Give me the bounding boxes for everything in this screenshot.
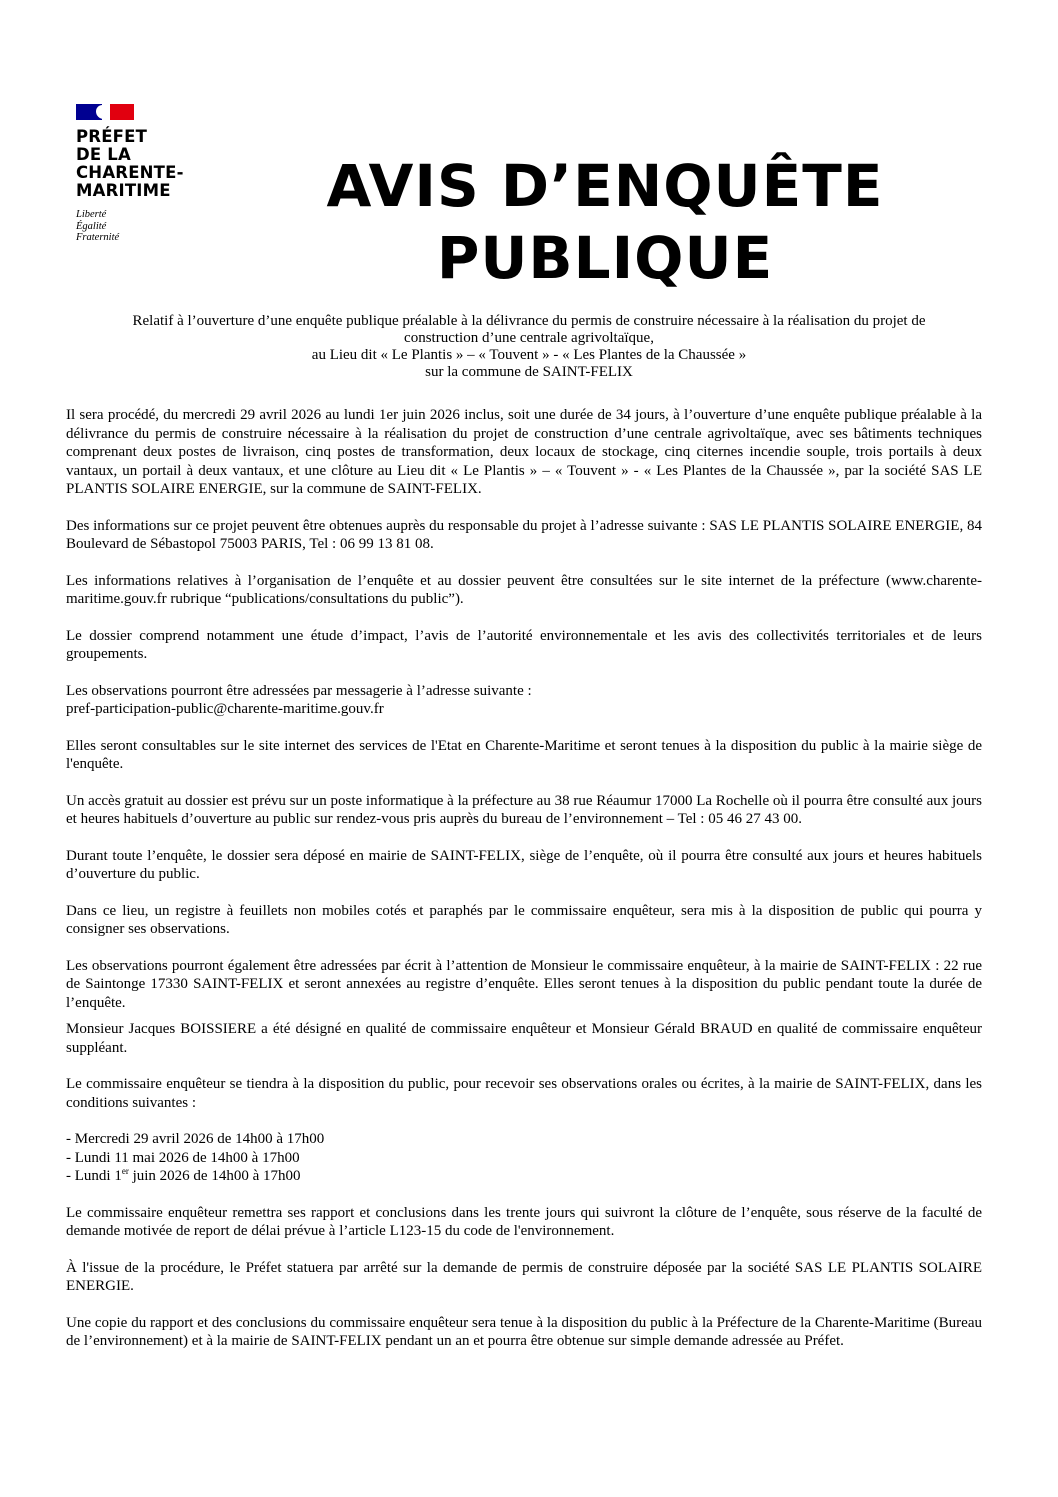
paragraph-report-copy: Une copie du rapport et des conclusions du commissaire enquêteur sera tenue à la disposition du public à la Préfecture de la Charente-Maritime (Bureau de l’environnement) et à la mairie de SAINT-FELIX pendant un an et pourra être obtenue sur simple demande adressée au Préfet.	[66, 1314, 982, 1349]
paragraph-inquiry-dates: Il sera procédé, du mercredi 29 avril 2026 au lundi 1er juin 2026 inclus, soit une durée de 34 jours, à l’ouverture d’une enquête publique préalable à la délivrance du permis de construire nécessaire à la réalisation du projet de construction d’une centrale agrivoltaïque, avec ses bâtiments techniques comprenant deux postes de livraison, cinq postes de transformation, deux locaux de stockage, cinq citernes incendie souple, trois portails à deux vantaux, un portail à deux vantaux, et une clôture au Lieu dit « Le Plantis » – « Touvent » - « Les Plantes de la Chaussée », par la société SAS LE PLANTIS SOLAIRE ENERGIE, sur la commune de SAINT-FELIX.	[66, 407, 982, 497]
paragraph-report: Le commissaire enquêteur remettra ses rapport et conclusions dans les trente jours qui suivront la clôture de l’enquête, sous réserve de la faculté de demande motivée de report de délai prévue à l’article L123-15 du code de l'environnement.	[66, 1204, 982, 1239]
prefecture-name-line: DE LA	[76, 145, 131, 164]
ordinal-superscript: er	[121, 1166, 129, 1176]
motto-line: Liberté	[76, 209, 107, 220]
email-intro: Les observations pourront être adressées par messagerie à l’adresse suivante :	[66, 682, 532, 699]
schedule-list	[66, 1130, 982, 1186]
prefecture-name-line: CHARENTE-	[76, 163, 184, 182]
marianne-icon	[96, 105, 110, 119]
subtitle-line: au Lieu dit « Le Plantis » – « Touvent » - « Les Plantes de la Chaussée »	[311, 347, 747, 363]
subtitle-line: construction d’une centrale agrivoltaïque,	[404, 330, 654, 346]
paragraph-commissioner: Monsieur Jacques BOISSIERE a été désigné en qualité de commissaire enquêteur et Monsieur Gérald BRAUD en qualité de commissaire enquêteur suppléant.	[66, 1021, 982, 1056]
email-address-link[interactable]: pref-participation-public@charente-maritime.gouv.fr	[66, 701, 384, 717]
title-line: PUBLIQUE	[436, 224, 774, 292]
paragraph-availability: Le commissaire enquêteur se tiendra à la disposition du public, pour recevoir ses observations orales ou écrites, à la mairie de SAINT-FELIX, dans les conditions suivantes :	[66, 1076, 982, 1111]
paragraph-town-hall-dossier: Durant toute l’enquête, le dossier sera déposé en mairie de SAINT-FELIX, siège de l’enquête, où il pourra être consulté aux jours et heures habituels d’ouverture du public.	[66, 847, 982, 882]
paragraph-website-info: Les informations relatives à l’organisation de l’enquête et au dossier peuvent être consultées sur le site internet de la préfecture (www.charente-maritime.gouv.fr rubrique “publications/consultations du public”).	[66, 572, 982, 607]
prefecture-logo	[76, 104, 236, 244]
republic-motto	[76, 209, 236, 244]
motto-line: Fraternité	[76, 232, 120, 243]
title-line: AVIS D’ENQUÊTE	[326, 152, 884, 220]
prefecture-name	[76, 128, 236, 200]
schedule-item	[66, 1167, 982, 1186]
schedule-item-text: juin 2026 de 14h00 à 17h00	[128, 1168, 301, 1184]
motto-line: Égalité	[76, 220, 107, 232]
paragraph-register: Dans ce lieu, un registre à feuillets non mobiles cotés et paraphés par le commissaire enquêteur, sera mis à la disposition de public qui pourra y consigner ses observations.	[66, 902, 982, 937]
notice-subtitle	[66, 313, 992, 381]
schedule-item: - Lundi 11 mai 2026 de 14h00 à 17h00	[66, 1149, 300, 1166]
paragraph-consultation: Elles seront consultables sur le site internet des services de l'Etat en Charente-Maritime et seront tenues à la disposition du public à la mairie siège de l'enquête.	[66, 737, 982, 772]
schedule-item: - Mercredi 29 avril 2026 de 14h00 à 17h00	[66, 1131, 325, 1147]
schedule-item-text: - Lundi 1	[66, 1168, 122, 1184]
paragraph-decision: À l'issue de la procédure, le Préfet statuera par arrêté sur la demande de permis de construire déposée par la société SAS LE PLANTIS SOLAIRE ENERGIE.	[66, 1259, 982, 1294]
republic-flag-icon	[76, 104, 134, 120]
subtitle-line: sur la commune de SAINT-FELIX	[425, 364, 633, 380]
paragraph-email-observations	[66, 682, 982, 719]
paragraph-dossier-contents: Le dossier comprend notamment une étude d’impact, l’avis de l’autorité environnementale et les avis des collectivités territoriales et de leurs groupements.	[66, 627, 982, 662]
paragraph-written-observations: Les observations pourront également être adressées par écrit à l’attention de Monsieur le commissaire enquêteur, à la mairie de SAINT-FELIX : 22 rue de Saintonge 17330 SAINT-FELIX et seront annexées au registre d’enquête. Elles seront tenues à la disposition du public pendant toute la durée de l’enquête.	[66, 957, 982, 1011]
page-title	[300, 150, 910, 294]
notice-body	[66, 406, 982, 1369]
paragraph-project-contact: Des informations sur ce projet peuvent être obtenues auprès du responsable du projet à l’adresse suivante : SAS LE PLANTIS SOLAIRE ENERGIE, 84 Boulevard de Sébastopol 75003 PARIS, Tel : 06 99 13 81 08.	[66, 517, 982, 552]
prefecture-name-line: PRÉFET	[76, 127, 148, 146]
subtitle-line: Relatif à l’ouverture d’une enquête publique préalable à la délivrance du permis de construire nécessaire à la réalisation du projet de	[132, 313, 926, 329]
prefecture-name-line: MARITIME	[76, 181, 171, 200]
paragraph-free-access: Un accès gratuit au dossier est prévu sur un poste informatique à la préfecture au 38 rue Réaumur 17000 La Rochelle où il pourra être consulté aux jours et heures habituels d’ouverture au public sur rendez-vous pris auprès du bureau de l’environnement – Tel : 05 46 27 43 00.	[66, 792, 982, 827]
